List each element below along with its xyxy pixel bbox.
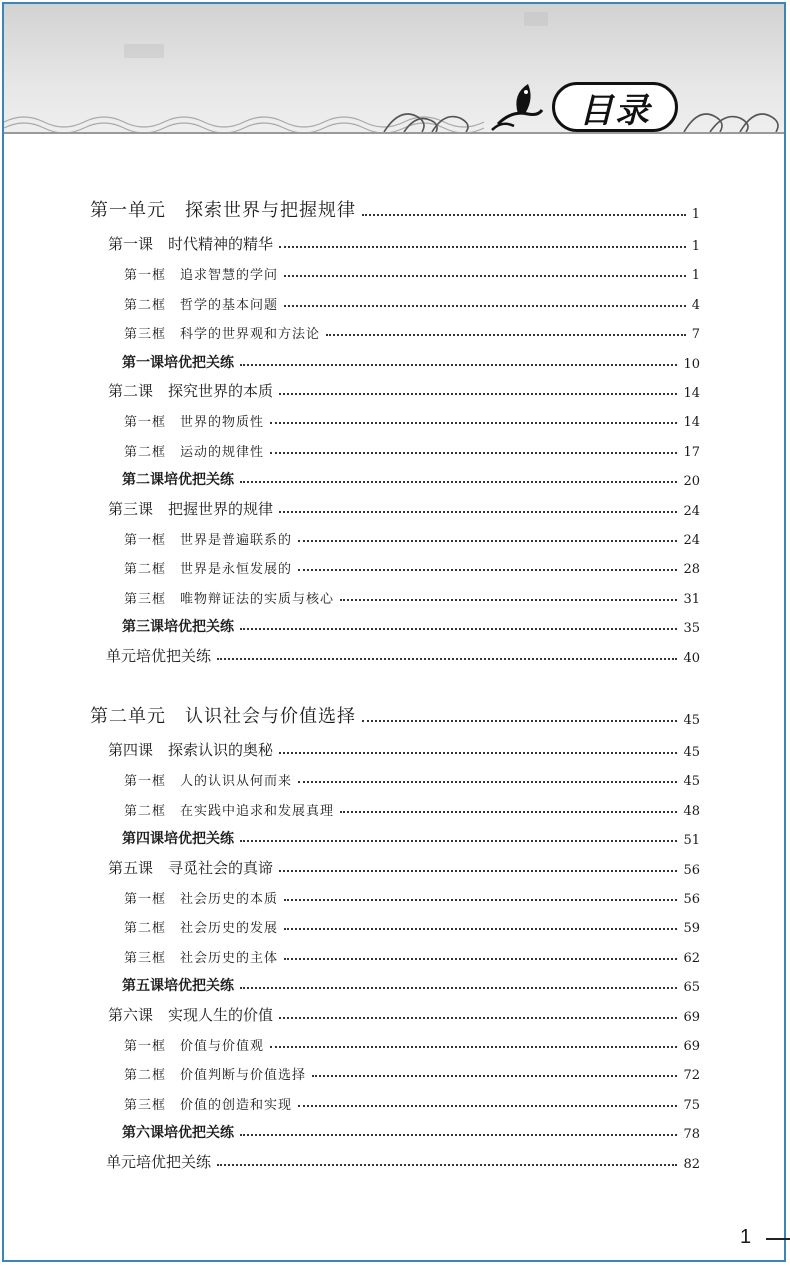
toc-page-number: 51 xyxy=(683,833,700,849)
toc-entry-label: 第六课 实现人生的价值 xyxy=(108,1005,274,1024)
toc-entry-label: 第三框 社会历史的主体 xyxy=(124,950,279,966)
toc-page-number: 40 xyxy=(683,650,700,666)
toc-entry-label: 单元培优把关练 xyxy=(106,1152,212,1171)
toc-entry-label: 第三框 价值的创造和实现 xyxy=(124,1097,293,1113)
toc-page-number: 48 xyxy=(683,803,700,819)
toc-entry-label: 第二框 价值判断与价值选择 xyxy=(124,1068,307,1084)
toc-page-number: 82 xyxy=(683,1156,700,1172)
toc-entry-label: 第三课 把握世界的规律 xyxy=(108,499,274,518)
toc-page-number: 56 xyxy=(683,892,700,907)
toc-entry-label: 第一框 世界的物质性 xyxy=(124,415,265,431)
toc-entry-label: 第一框 价值与价值观 xyxy=(124,1039,265,1054)
toc-entry-label: 第五课培优把关练 xyxy=(122,978,234,995)
toc-page-number: 78 xyxy=(683,1127,700,1143)
toc-entry-label: 第二框 哲学的基本问题 xyxy=(124,297,279,313)
toc-page-number: 31 xyxy=(683,591,700,607)
toc-entry-label: 单元培优把关练 xyxy=(106,646,212,665)
toc-entry-label: 第五课 寻觅社会的真谛 xyxy=(108,858,274,877)
toc-entry-label: 第一框 世界是普遍联系的 xyxy=(124,533,293,548)
toc-entry-label: 第二框 世界是永恒发展的 xyxy=(124,562,293,578)
toc-entry-label: 第一框 人的认识从何而来 xyxy=(124,774,293,790)
toc-entry-label: 第二课培优把关练 xyxy=(122,472,234,489)
toc-page-number: 45 xyxy=(683,774,700,790)
toc-entry-label: 第一单元 探索世界与把握规律 xyxy=(90,200,356,221)
toc-page-number: 4 xyxy=(691,297,700,313)
toc-page-number: 72 xyxy=(683,1068,700,1084)
toc-entry-label: 第三课培优把关练 xyxy=(122,619,234,636)
toc-page-number: 69 xyxy=(683,1039,700,1054)
toc-page-number: 56 xyxy=(683,862,700,878)
toc-page-number: 7 xyxy=(691,327,700,343)
toc-entry-label: 第二框 在实践中追求和发展真理 xyxy=(124,803,335,819)
toc-page-number: 10 xyxy=(683,356,700,372)
toc-page-number: 1 xyxy=(691,239,700,254)
toc-entry-label: 第三框 科学的世界观和方法论 xyxy=(124,327,321,343)
toc-page-number: 69 xyxy=(683,1009,700,1025)
toc-page-number: 24 xyxy=(683,533,700,548)
page-title: 目录 xyxy=(579,90,651,131)
toc-entry-label: 第四课培优把关练 xyxy=(122,831,234,848)
toc-entry-label: 第一框 社会历史的本质 xyxy=(124,892,279,907)
toc-page-number: 17 xyxy=(683,444,700,460)
toc-page-number: 35 xyxy=(683,621,700,637)
toc-page-number: 14 xyxy=(683,386,700,401)
toc-page-number: 75 xyxy=(683,1097,700,1113)
page-frame xyxy=(2,2,786,1262)
toc-entry-label: 第四课 探索认识的奥秘 xyxy=(108,741,274,759)
toc-page-number: 1 xyxy=(691,207,700,222)
toc-entry-label: 第一课 时代精神的精华 xyxy=(108,235,274,253)
toc-entry-label: 第一框 追求智慧的学问 xyxy=(124,268,279,284)
toc-page-number: 14 xyxy=(683,415,700,431)
toc-page-number: 20 xyxy=(683,474,700,490)
toc-page-number: 28 xyxy=(683,562,700,578)
toc-entry-label: 第三框 唯物辩证法的实质与核心 xyxy=(124,591,335,607)
toc-page-number: 45 xyxy=(683,713,700,728)
toc-page-number: 24 xyxy=(683,503,700,519)
toc-entry-label: 第一课培优把关练 xyxy=(122,354,234,371)
toc-entry-label: 第六课培优把关练 xyxy=(122,1125,234,1142)
toc-page-number: 59 xyxy=(683,921,700,937)
page-number-dash xyxy=(766,1238,790,1240)
toc-page-number: 65 xyxy=(683,980,700,996)
toc-page-number: 45 xyxy=(683,745,700,760)
page-number: 1 xyxy=(740,1226,752,1248)
toc-entry-label: 第二课 探究世界的本质 xyxy=(108,382,274,400)
toc-page-number: 62 xyxy=(683,950,700,966)
toc-entry-label: 第二框 社会历史的发展 xyxy=(124,921,279,937)
toc-page-number: 1 xyxy=(691,268,700,284)
toc-entry-label: 第二单元 认识社会与价值选择 xyxy=(90,706,356,727)
toc-entry-label: 第二框 运动的规律性 xyxy=(124,444,265,460)
